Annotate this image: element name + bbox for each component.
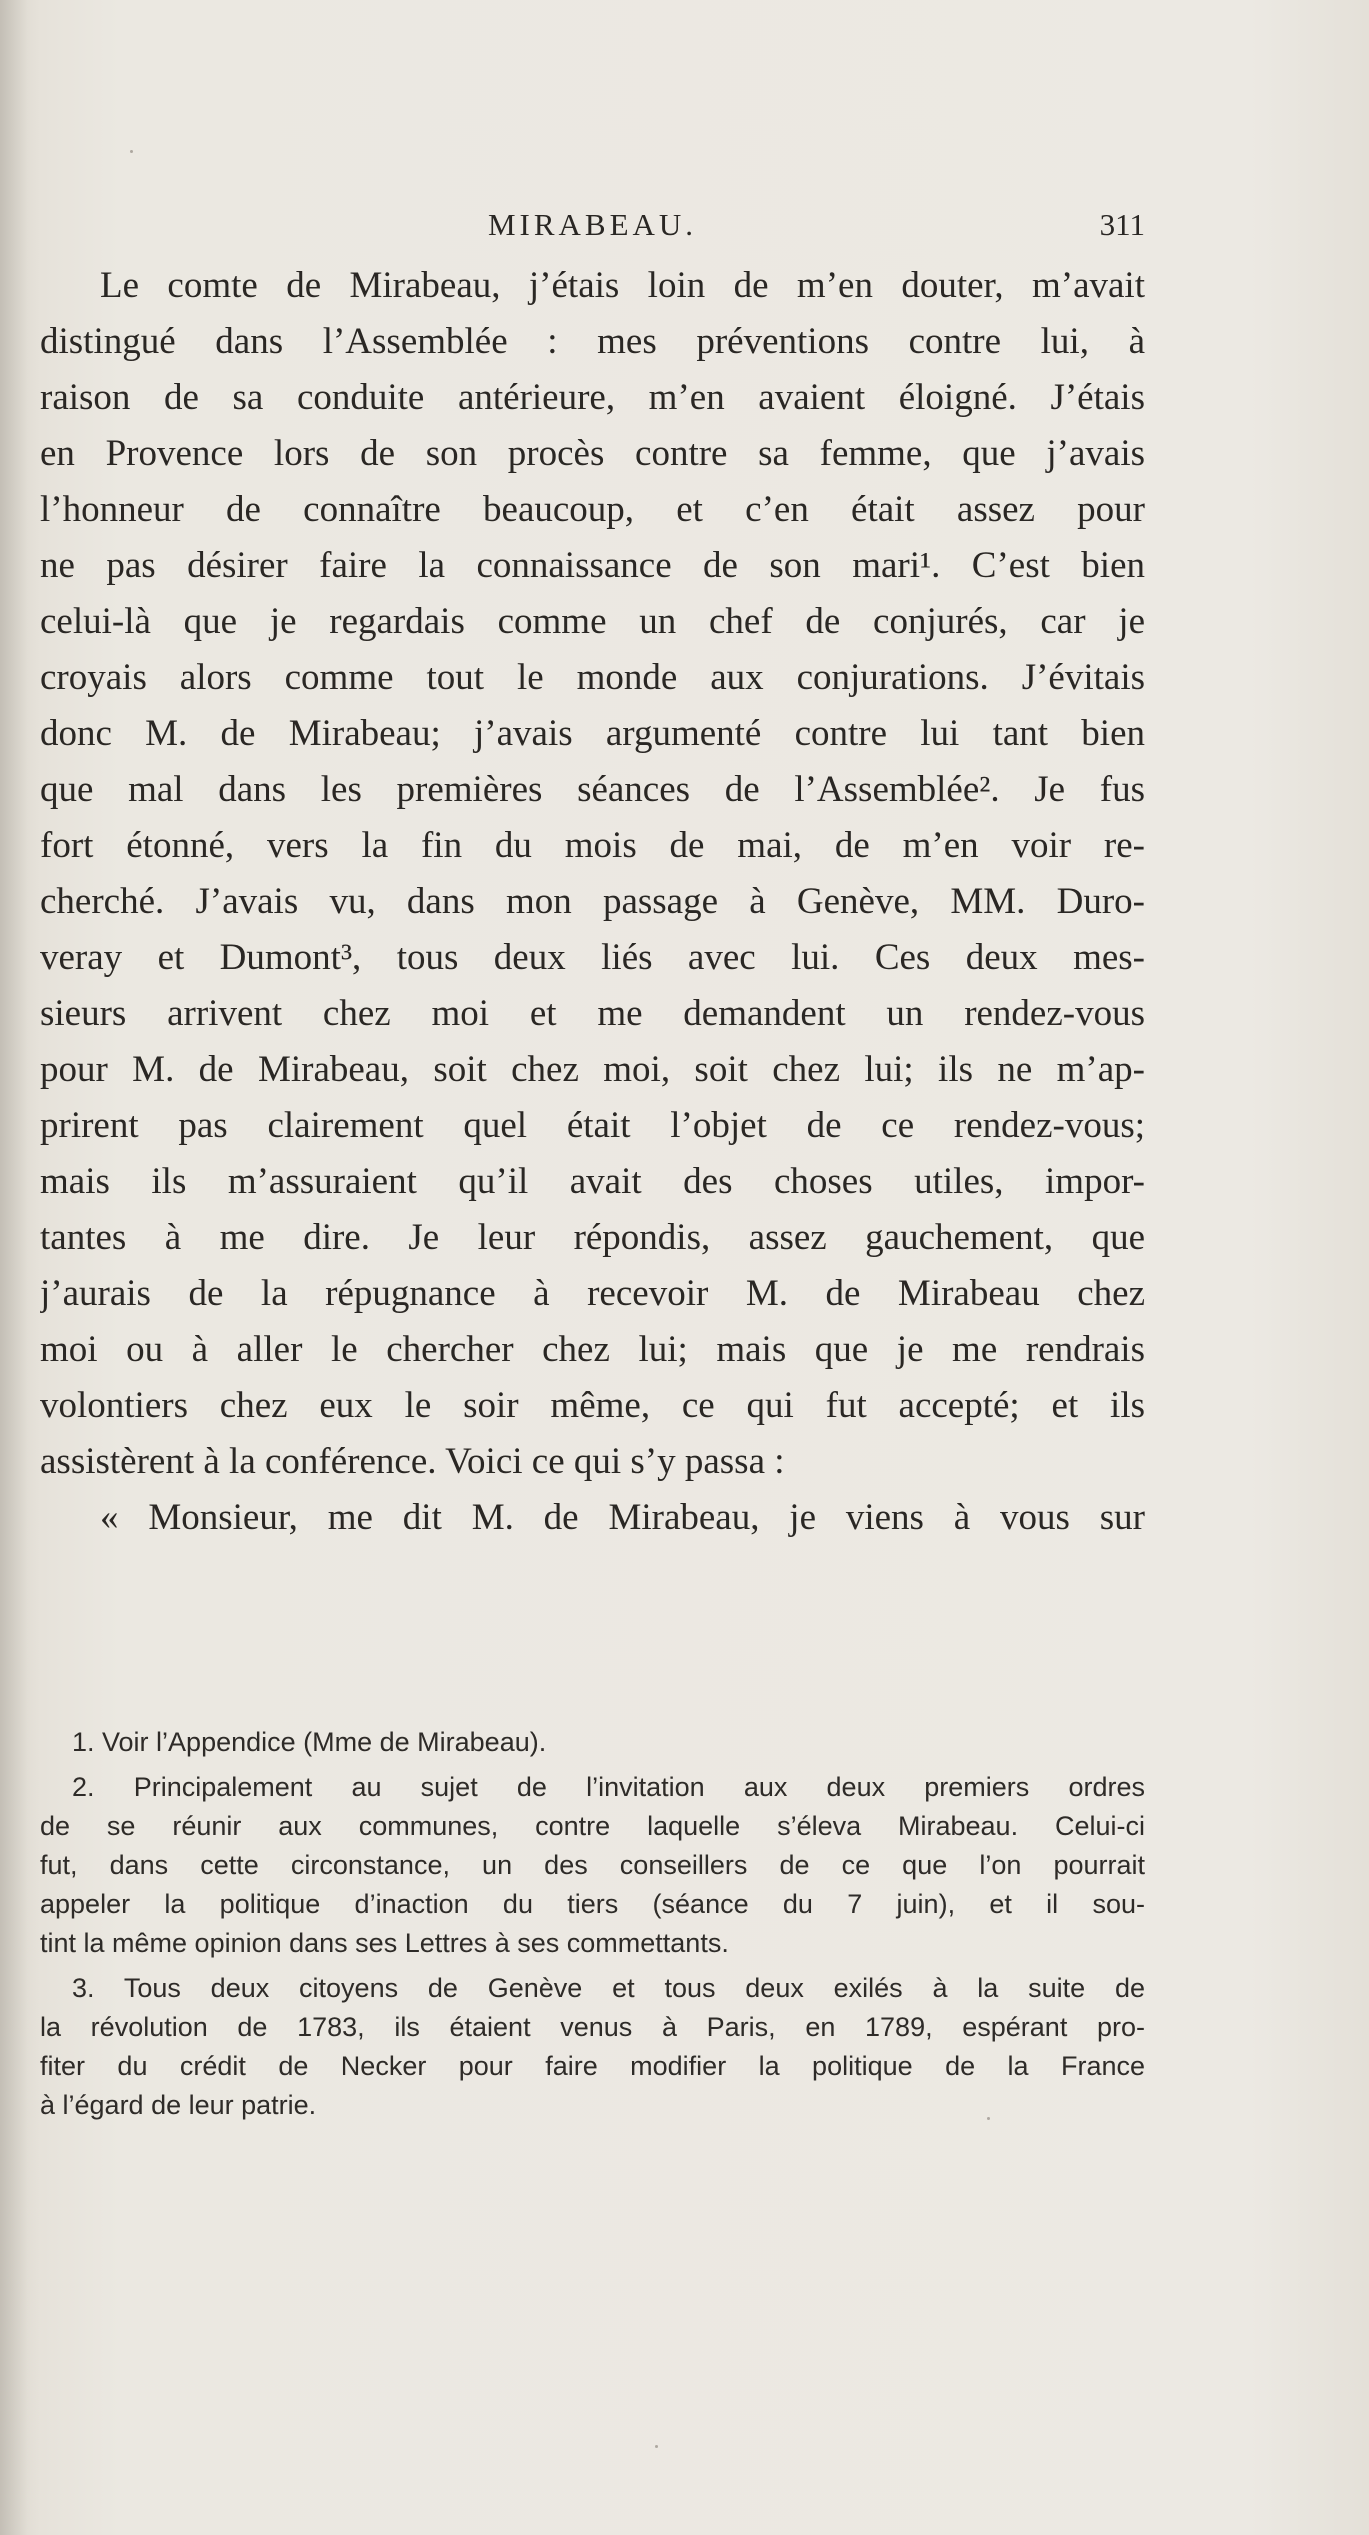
footnote-line: de se réunir aux communes, contre laquelle s’éleva Mirabeau. Celui-ci — [40, 1811, 1145, 1841]
body-line: tantes à me dire. Je leur répondis, assez gauchement, que — [40, 1217, 1145, 1258]
body-line: « Monsieur, me dit M. de Mirabeau, je viens à vous sur — [100, 1497, 1145, 1538]
running-title: MIRABEAU. — [487, 207, 698, 242]
footnotes — [40, 1723, 1145, 2125]
body-line: celui-là que je regardais comme un chef de conjurés, car je — [40, 601, 1145, 642]
body-line: que mal dans les premières séances de l’Assemblée². Je fus — [40, 769, 1145, 810]
paper-speck — [655, 2445, 658, 2448]
body-line: raison de sa conduite antérieure, m’en avaient éloigné. J’étais — [40, 377, 1145, 418]
body-line: Le comte de Mirabeau, j’étais loin de m’en douter, m’avait — [100, 265, 1145, 306]
body-line: distingué dans l’Assemblée : mes préventions contre lui, à — [40, 321, 1145, 362]
body-line: mais ils m’assuraient qu’il avait des choses utiles, impor- — [40, 1161, 1145, 1202]
body-line: fort étonné, vers la fin du mois de mai, de m’en voir re- — [40, 825, 1145, 866]
footnote-line: 3. Tous deux citoyens de Genève et tous deux exilés à la suite de — [72, 1973, 1145, 2003]
body-line: sieurs arrivent chez moi et me demandent un rendez-vous — [40, 993, 1145, 1034]
body-line: croyais alors comme tout le monde aux conjurations. J’évitais — [40, 657, 1145, 698]
body-line: prirent pas clairement quel était l’objet de ce rendez-vous; — [40, 1105, 1145, 1146]
footnote-3 — [40, 1969, 1145, 2125]
body-line: j’aurais de la répugnance à recevoir M. de Mirabeau chez — [40, 1273, 1145, 1314]
footnote-line: tint la même opinion dans ses Lettres à ses commettants. — [40, 1928, 729, 1958]
paper-speck — [130, 150, 133, 153]
footnote-1 — [40, 1723, 1145, 1762]
footnote-line: fiter du crédit de Necker pour faire modifier la politique de la France — [40, 2051, 1145, 2081]
body-line: assistèrent à la conférence. Voici ce qui s’y passa : — [40, 1441, 785, 1482]
paper-speck — [987, 2117, 990, 2120]
body-line: moi ou à aller le chercher chez lui; mais que je me rendrais — [40, 1329, 1145, 1370]
footnote-line: appeler la politique d’inaction du tiers (séance du 7 juin), et il sou- — [40, 1889, 1145, 1919]
footnote-line: 2. Principalement au sujet de l’invitation aux deux premiers ordres — [72, 1772, 1145, 1802]
page-number: 311 — [1099, 207, 1145, 242]
body-line: donc M. de Mirabeau; j’avais argumenté contre lui tant bien — [40, 713, 1145, 754]
page-header — [40, 207, 1145, 247]
body-text — [40, 258, 1145, 1546]
footnote-line: fut, dans cette circonstance, un des conseillers de ce que l’on pourrait — [40, 1850, 1145, 1880]
footnote-2 — [40, 1768, 1145, 1963]
body-line: ne pas désirer faire la connaissance de son mari¹. C’est bien — [40, 545, 1145, 586]
footnote-line: à l’égard de leur patrie. — [40, 2090, 317, 2120]
body-line: l’honneur de connaître beaucoup, et c’en était assez pour — [40, 489, 1145, 530]
body-line: veray et Dumont³, tous deux liés avec lui. Ces deux mes- — [40, 937, 1145, 978]
gutter-shadow — [0, 0, 28, 2535]
footnote-line: la révolution de 1783, ils étaient venus à Paris, en 1789, espérant pro- — [40, 2012, 1145, 2042]
body-line: volontiers chez eux le soir même, ce qui fut accepté; et ils — [40, 1385, 1145, 1426]
body-line: en Provence lors de son procès contre sa femme, que j’avais — [40, 433, 1145, 474]
footnote-line: 1. Voir l’Appendice (Mme de Mirabeau). — [72, 1727, 547, 1757]
body-line: pour M. de Mirabeau, soit chez moi, soit chez lui; ils ne m’ap- — [40, 1049, 1145, 1090]
body-line: cherché. J’avais vu, dans mon passage à Genève, MM. Duro- — [40, 881, 1145, 922]
